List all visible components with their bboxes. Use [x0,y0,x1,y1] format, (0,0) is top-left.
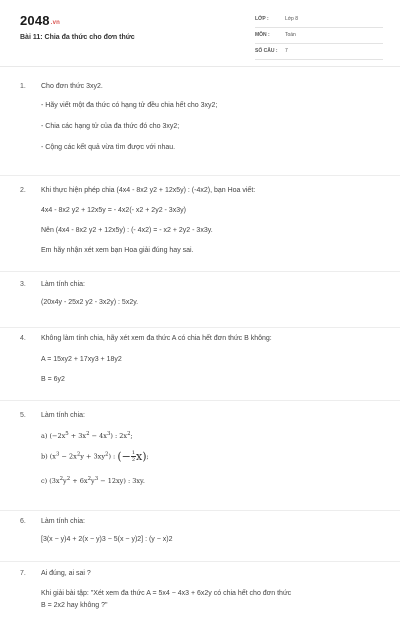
site-logo[interactable] [20,13,60,28]
meta-grade-value: Lớp 8 [285,16,299,22]
meta-grade [255,13,383,28]
question-text: Cho đơn thức 3xy2. [41,83,103,90]
question-text: Ai đúng, ai sai ? [41,570,91,577]
question-text: 4x4 - 8x2 y2 + 12x5y = - 4x2(- x2 + 2y2 - 3x3y) [41,207,186,214]
question-text: - Hãy viết một đa thức có hạng tử đều chia hết cho 3xy2; [41,102,218,109]
question-number: 3. [20,281,26,288]
worksheet-header [0,0,400,66]
question-text: (20x4y - 25x2 y2 - 3x2y) : 5x2y. [41,299,139,306]
meta-count [255,45,383,60]
meta-subject-value: Toán [285,32,296,38]
question-text: A = 15xy2 + 17xy3 + 18y2 [41,356,122,363]
question-5 [0,401,400,511]
math-item-c: c) $(3x^2y^2 + 6x^2y^3 - 12xy)$ : 3xy. [41,476,145,486]
question-text: [3(x − y)4 + 2(x − y)3 − 5(x − y)2] : (y − x)2 [41,536,173,543]
question-number: 2. [20,187,26,194]
meta-subject [255,29,383,44]
question-text: Làm tính chia: [41,412,85,419]
question-1 [0,67,400,176]
question-text: Làm tính chia: [41,518,85,525]
question-text: Không làm tính chia, hãy xét xem đa thức A có chia hết đơn thức B không: [41,335,272,342]
meta-subject-label: MÔN : [255,32,270,38]
question-4 [0,328,400,401]
meta-grade-label: LỚP : [255,16,269,22]
question-text: - Cộng các kết quả vừa tìm được với nhau. [41,144,176,151]
question-3 [0,272,400,328]
question-list [0,67,400,622]
math-item-b: b) $(x^3 - 2x^2y + 3xy^2)$ : (− $\frac{1}{2}$ x); [41,450,149,463]
question-number: 1. [20,83,26,90]
logo-text: 2048 [20,13,50,28]
question-number: 6. [20,518,26,525]
math-item-a: a) $(-2x^5 + 3x^2 - 4x^3)$ : $2x^2$; [41,431,133,441]
question-2 [0,176,400,272]
question-text: Nên (4x4 - 8x2 y2 + 12x5y) : (- 4x2) = - x2 + 2y2 - 3x3y. [41,227,213,234]
meta-count-value: 7 [285,48,288,54]
question-7 [0,562,400,622]
question-text: - Chia các hạng tử của đa thức đó cho 3xy2; [41,123,180,130]
lesson-title: Bài 11: Chia đa thức cho đơn thức [20,34,135,41]
question-6 [0,511,400,562]
question-text: B = 2x2 hay không ?" [41,602,108,609]
question-text: Làm tính chia: [41,281,85,288]
question-number: 4. [20,335,26,342]
question-text: B = 6y2 [41,376,65,383]
question-text: Khi thực hiện phép chia (4x4 - 8x2 y2 + 12x5y) : (-4x2), bạn Hoa viết: [41,187,256,194]
question-number: 5. [20,412,26,419]
question-text: Em hãy nhận xét xem bạn Hoa giải đúng hay sai. [41,247,194,254]
question-text: Khi giải bài tập: "Xét xem đa thức A = 5x4 − 4x3 + 6x2y có chia hết cho đơn thức [41,590,292,597]
logo-suffix: .vn [50,20,61,26]
question-number: 7. [20,570,26,577]
meta-count-label: SỐ CÂU : [255,48,278,54]
fraction: $\frac{1}{2}$ [131,450,136,463]
